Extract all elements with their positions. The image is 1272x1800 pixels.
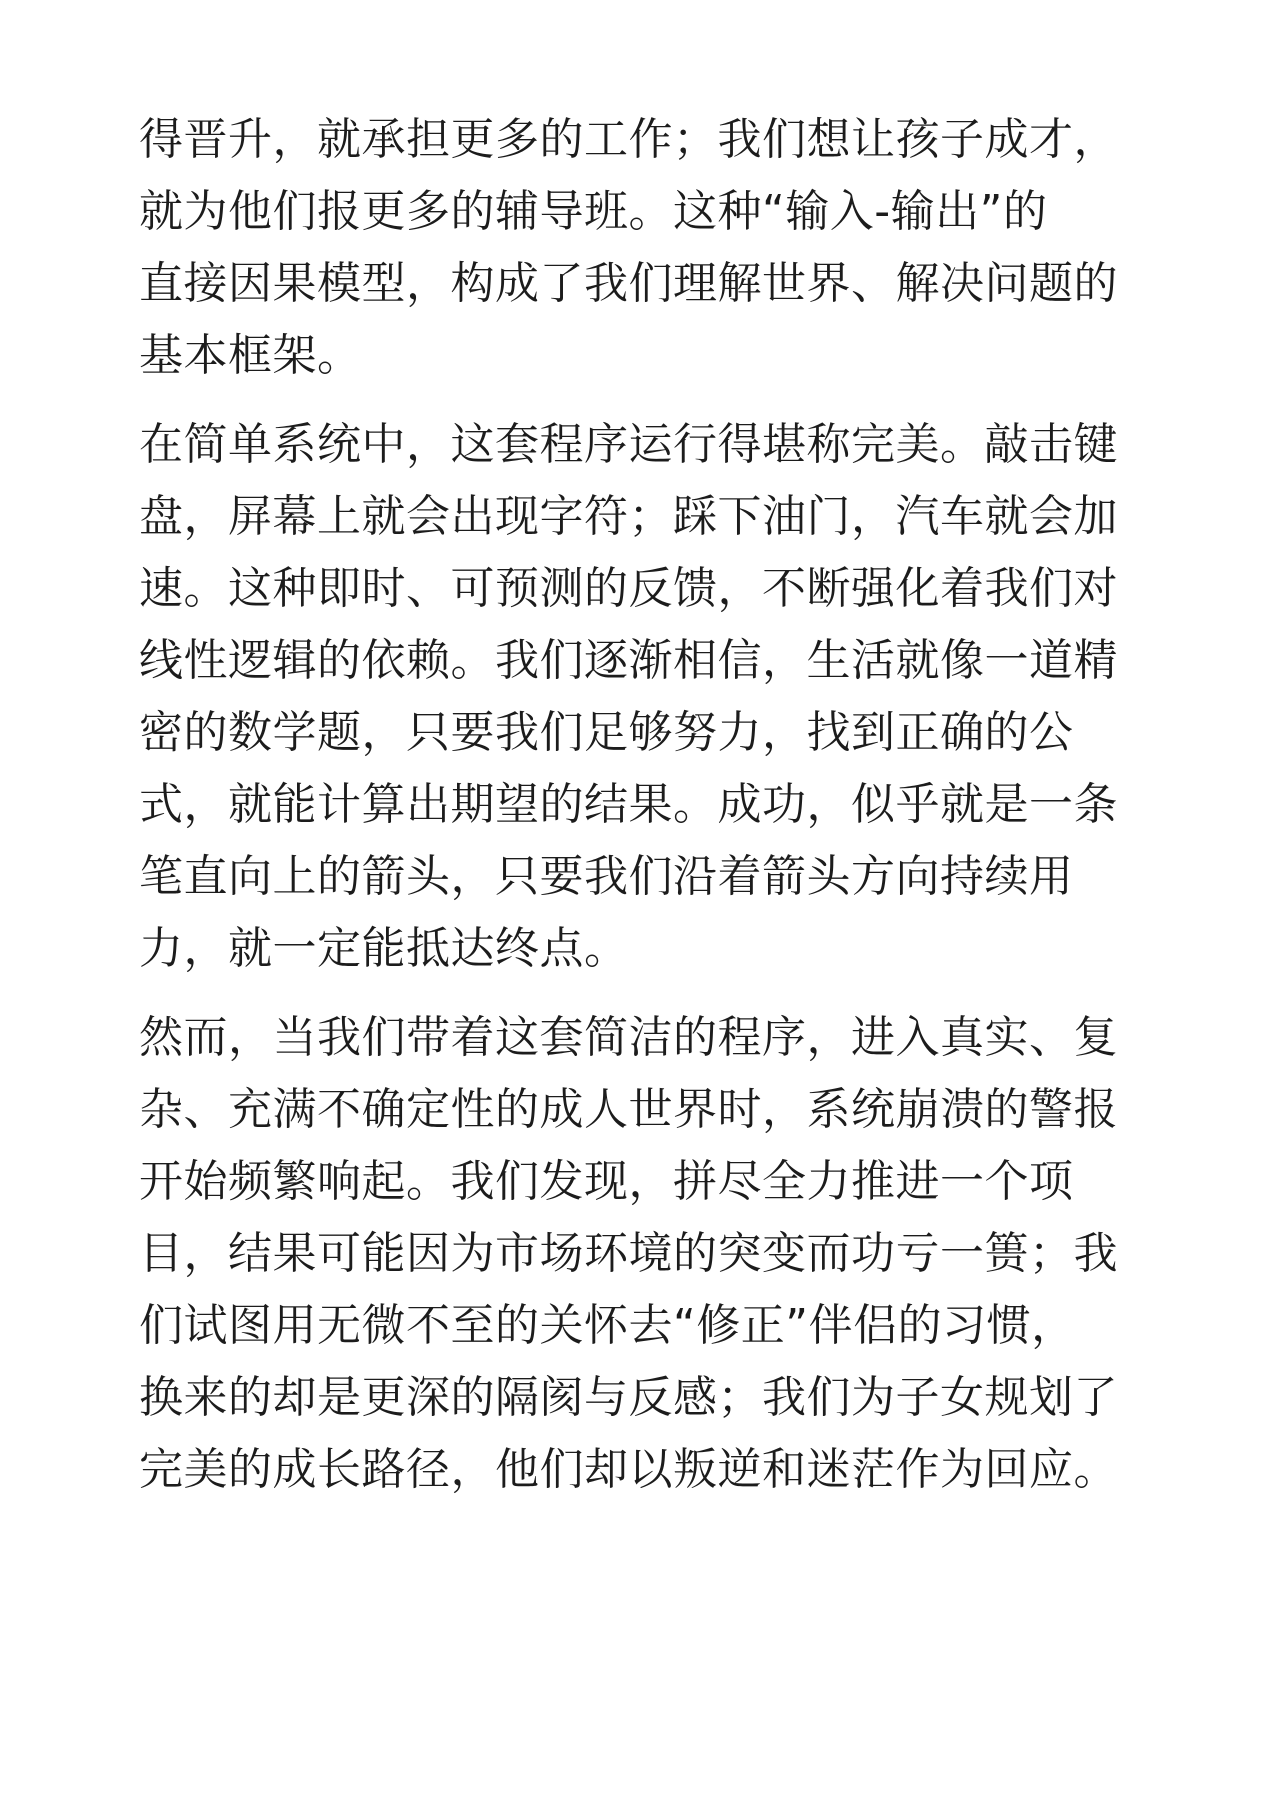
text-line: 式，就能计算出期望的结果。成功，似乎就是一条 — [139, 779, 1118, 830]
text-line: 得晋升，就承担更多的工作；我们想让孩子成才， — [139, 114, 1118, 165]
text-line: 盘，屏幕上就会出现字符；踩下油门，汽车就会加 — [139, 491, 1118, 542]
text-line: 们试图用无微不至的关怀去“修正”伴侣的习惯， — [139, 1300, 1076, 1351]
text-line: 目，结果可能因为市场环境的突变而功亏一篑；我 — [139, 1228, 1118, 1279]
article-body — [139, 104, 1139, 1523]
text-line: 力，就一定能抵达终点。 — [139, 923, 629, 974]
text-line: 基本框架。 — [139, 330, 362, 381]
text-line: 密的数学题，只要我们足够努力，找到正确的公 — [139, 707, 1074, 758]
text-line: 完美的成长路径，他们却以叛逆和迷茫作为回应。 — [139, 1444, 1118, 1495]
text-line: 直接因果模型，构成了我们理解世界、解决问题的 — [139, 258, 1118, 309]
text-line: 然而，当我们带着这套简洁的程序，进入真实、复 — [139, 1012, 1118, 1063]
paragraph-3 — [139, 1002, 1139, 1506]
text-line: 杂、充满不确定性的成人世界时，系统崩溃的警报 — [139, 1084, 1118, 1135]
text-line: 开始频繁响起。我们发现，拼尽全力推进一个项 — [139, 1156, 1074, 1207]
text-line: 速。这种即时、可预测的反馈，不断强化着我们对 — [139, 563, 1118, 614]
text-line: 在简单系统中，这套程序运行得堪称完美。敲击键 — [139, 419, 1118, 470]
paragraph-1 — [139, 104, 1139, 392]
text-line: 就为他们报更多的辅导班。这种“输入-输出”的 — [139, 186, 1048, 237]
text-line: 换来的却是更深的隔阂与反感；我们为子女规划了 — [139, 1372, 1118, 1423]
text-line: 笔直向上的箭头，只要我们沿着箭头方向持续用 — [139, 851, 1074, 902]
text-line: 线性逻辑的依赖。我们逐渐相信，生活就像一道精 — [139, 635, 1118, 686]
paragraph-2 — [139, 409, 1139, 985]
